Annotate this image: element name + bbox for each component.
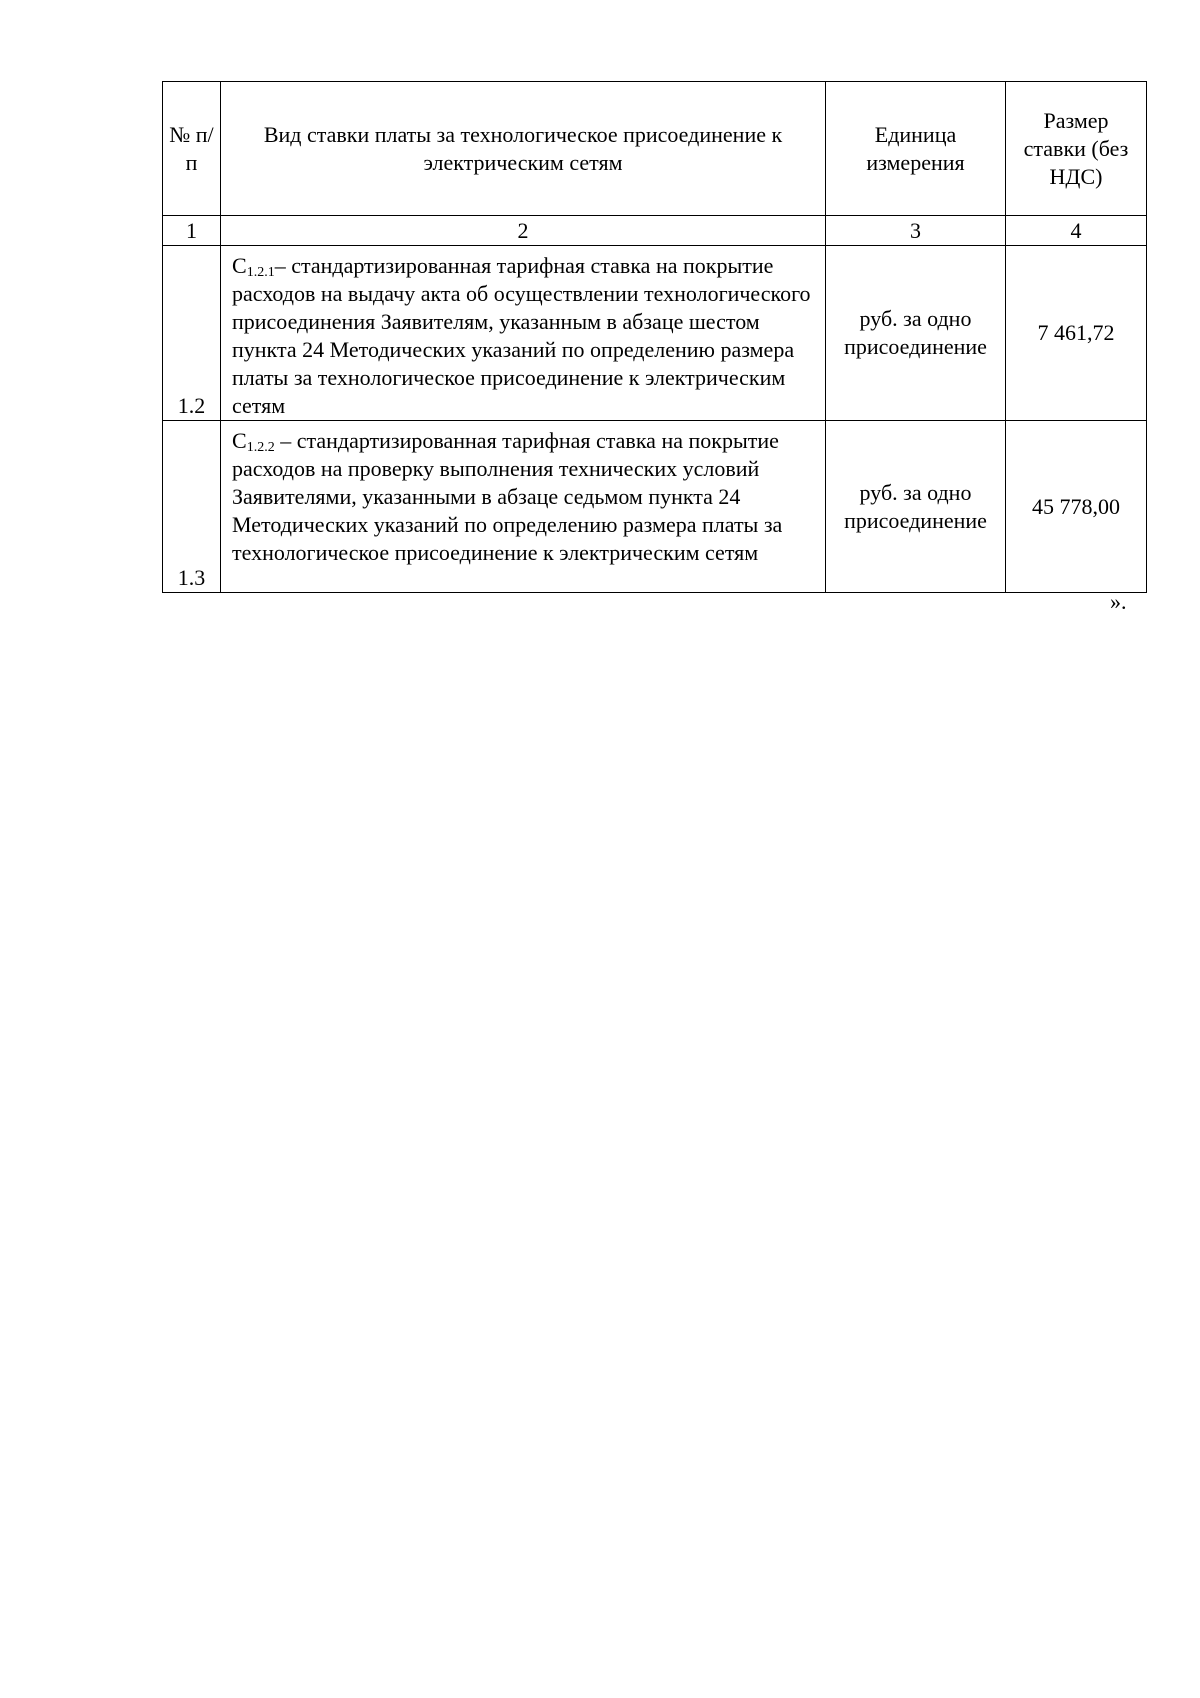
table-row xyxy=(163,421,1147,593)
rate-code-subscript: 1.2.1 xyxy=(246,265,275,280)
rate-description-text: – стандартизированная тарифная ставка на покрытие расходов на выдачу акта об осуществлении технологического присоединения Заявителям, указанным в абзаце шестом пункта 24 Методических указаний по определению размера платы за технологическое присоединение к электрическим сетям xyxy=(232,253,811,418)
tariff-rate-table xyxy=(162,81,1147,593)
rate-code-subscript: 1.2.2 xyxy=(246,440,275,455)
column-index-1: 1 xyxy=(163,216,221,246)
header-num: № п/п xyxy=(163,82,221,216)
rate-description xyxy=(221,421,826,593)
rate-code-letter: С xyxy=(232,428,247,453)
rate-description-text: – стандартизированная тарифная ставка на покрытие расходов на проверку выполнения технических условий Заявителями, указанными в абзаце седьмом пункта 24 Методических указаний по определению размера платы за технологическое присоединение к электрическим сетям xyxy=(232,428,783,565)
rate-description xyxy=(221,246,826,421)
row-number: 1.3 xyxy=(163,421,221,593)
rate-unit: руб. за одно присоединение xyxy=(826,421,1006,593)
column-index-4: 4 xyxy=(1006,216,1147,246)
rate-code-letter: С xyxy=(232,253,247,278)
rate-unit: руб. за одно присоединение xyxy=(826,246,1006,421)
header-rate: Размер ставки (без НДС) xyxy=(1006,82,1147,216)
row-number: 1.2 xyxy=(163,246,221,421)
closing-quote-mark: ». xyxy=(1110,589,1127,614)
rate-value: 45 778,00 xyxy=(1006,421,1147,593)
header-description: Вид ставки платы за технологическое присоединение к электрическим сетям xyxy=(221,82,826,216)
column-index-2: 2 xyxy=(221,216,826,246)
column-index-row xyxy=(163,216,1147,246)
table-header-row xyxy=(163,82,1147,216)
column-index-3: 3 xyxy=(826,216,1006,246)
rate-value: 7 461,72 xyxy=(1006,246,1147,421)
header-unit: Единица измерения xyxy=(826,82,1006,216)
table-row xyxy=(163,246,1147,421)
